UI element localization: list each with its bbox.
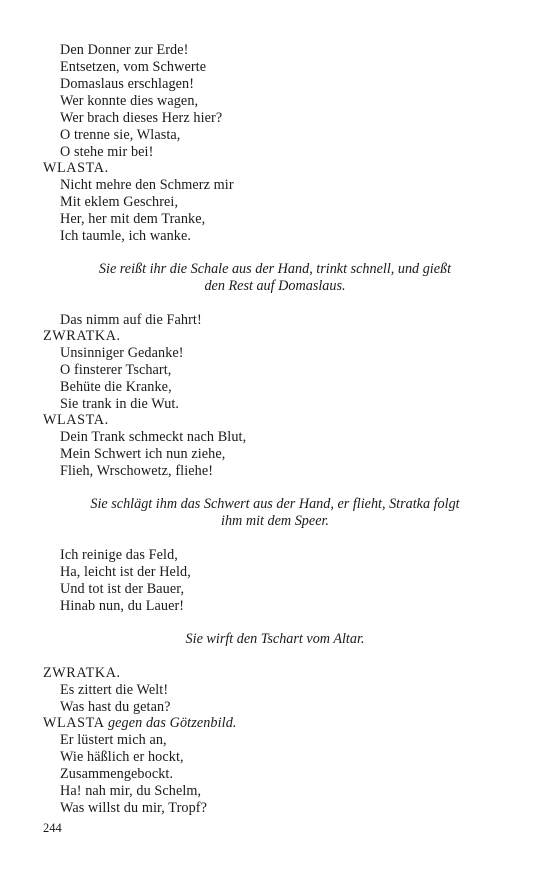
verse-line: Das nimm auf die Fahrt!: [60, 312, 202, 328]
verse-line: Flieh, Wrschowetz, fliehe!: [60, 463, 214, 479]
verse-line: Hinab nun, du Lauer!: [60, 598, 185, 614]
verse-line: O stehe mir bei!: [60, 144, 154, 160]
verse-line: Ha! nah mir, du Schelm,: [60, 783, 202, 799]
verse-line: Nicht mehre den Schmerz mir: [60, 177, 234, 193]
verse-line: Es zittert die Welt!: [60, 682, 169, 698]
speaker-name: ZWRATKA.: [43, 328, 121, 344]
speaker-line: [43, 715, 237, 732]
verse-line: Was willst du mir, Tropf?: [60, 800, 208, 816]
verse-line: Wer konnte dies wagen,: [60, 93, 199, 109]
speaker-direction: gegen das Götzenbild.: [107, 715, 237, 731]
verse-line: Behüte die Kranke,: [60, 379, 172, 395]
speaker-name: WLASTA.: [43, 412, 109, 428]
verse-line: Was hast du getan?: [60, 699, 171, 715]
speaker-name: WLASTA: [43, 715, 104, 731]
verse-line: Unsinniger Gedanke!: [60, 345, 184, 361]
page-number: 244: [43, 821, 62, 835]
verse-line: Her, her mit dem Tranke,: [60, 211, 206, 227]
verse-line: O finsterer Tschart,: [60, 362, 172, 378]
verse-line: Ich reinige das Feld,: [60, 547, 178, 563]
verse-line: Wer brach dieses Herz hier?: [60, 110, 223, 126]
speaker-name: ZWRATKA.: [43, 665, 121, 681]
verse-line: Domaslaus erschlagen!: [60, 76, 195, 92]
verse-line: Dein Trank schmeckt nach Blut,: [60, 429, 247, 445]
verse-line: Den Donner zur Erde!: [60, 42, 189, 58]
verse-line: Und tot ist der Bauer,: [60, 581, 185, 597]
verse-line: Mit eklem Geschrei,: [60, 194, 179, 210]
verse-line: Ich taumle, ich wanke.: [60, 228, 192, 244]
verse-line: Ha, leicht ist der Held,: [60, 564, 191, 580]
stage-direction: Sie reißt ihr die Schale aus der Hand, trinkt schnell, und gießt: [98, 261, 452, 277]
verse-line: Er lüstert mich an,: [60, 732, 167, 748]
speaker-name: WLASTA.: [43, 160, 109, 176]
verse-line: Entsetzen, vom Schwerte: [60, 59, 207, 75]
verse-line: Zusammengebockt.: [60, 766, 174, 782]
stage-direction: den Rest auf Domaslaus.: [204, 278, 346, 294]
verse-line: Sie trank in die Wut.: [60, 396, 180, 412]
stage-direction: Sie wirft den Tschart vom Altar.: [185, 631, 365, 647]
stage-direction: Sie schlägt ihm das Schwert aus der Hand, er flieht, Stratka folgt: [90, 496, 460, 512]
stage-direction: ihm mit dem Speer.: [221, 513, 329, 529]
verse-line: Wie häßlich er hockt,: [60, 749, 184, 765]
verse-line: Mein Schwert ich nun ziehe,: [60, 446, 226, 462]
verse-line: O trenne sie, Wlasta,: [60, 127, 181, 143]
